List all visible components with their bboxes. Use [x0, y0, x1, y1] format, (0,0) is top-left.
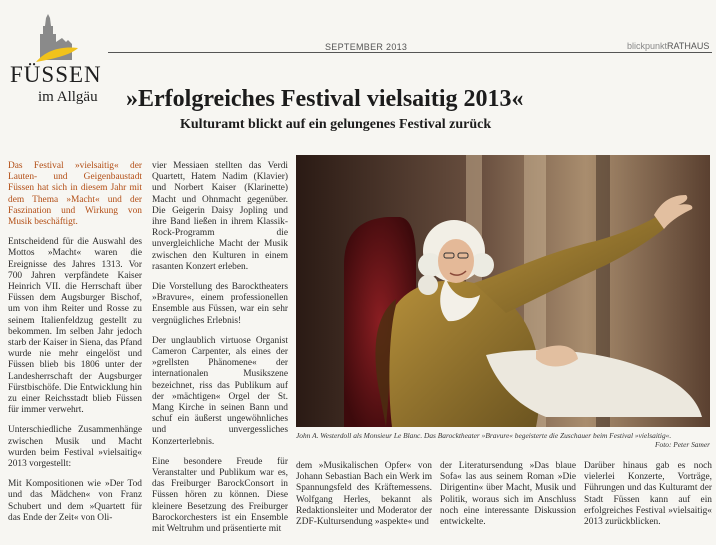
section-label: [627, 41, 709, 51]
article-paragraph: Eine besondere Freude für Veranstalter und Publikum war es, das Freiburger BarockConsort in Füssen hören zu können. Diese kleinere Besetzung des Freiburger Barockorchesters ist ein Ensemble mit Weltruhm und präsentierte mit: [152, 456, 288, 535]
section-label-light: blickpunkt: [627, 41, 668, 51]
article-paragraph: Der unglaublich virtuose Organist Cameron Carpenter, als eines der »grellsten Phänomene« der internationalen Musikszene bezeichnet, riss das Publikum auf der »mächtigen« Orgel der St. Mang Kirche in seinen Bann und schuf ein äußerst ungewöhnliches und unvergessliches Konzerterlebnis.: [152, 335, 288, 447]
photo-caption: [296, 431, 710, 449]
article-paragraph: Darüber hinaus gab es noch vielerlei Konzerte, Vorträge, Führungen und das Kulturamt der Stadt Füssen kann auf ein erfolgreiches Festival »vielsaitig« 2013 zurückblicken.: [584, 461, 712, 528]
masthead-town: FÜSSEN: [10, 62, 102, 87]
article-paragraph: Mit Kompositionen wie »Der Tod und das Mädchen« von Franz Schubert und dem »Quartett für das Ende der Zeit« von Oli-: [8, 479, 142, 523]
masthead-region: im Allgäu: [38, 89, 98, 105]
article-paragraph: Die Vorstellung des Barocktheaters »Bravure«, einem professionellen Ensemble aus Füssen, war ein sehr vergnügliches Erlebnis!: [152, 282, 288, 326]
article-paragraph: der Literatursendung »Das blaue Sofa« las aus seinem Roman »Die Dirigentin« über Macht, Musik und Politik, woraus sich im Anschluss noch eine interessante Diskussion entwickelte.: [440, 461, 576, 528]
article-paragraph: Entscheidend für die Auswahl des Mottos »Macht« waren die Ereignisse des Jahres 1313. Vor 700 Jahren verpfändete Kaiser Heinrich VII. die Herrschaft über Füssen dem Augsburger Bischof, um von ihm Reiter und Rosse zu seinem Italienfeldzug gestellt zu bekommen. Im selben Jahr jedoch starb der Kaiser in Siena, das Pfand wurde nie mehr eingelöst und Füssen blieb bis 1806 unter der Landesherrschaft der Augsburger Fürstbischöfe. Die Entwicklung hin zu einer Reichsstadt blieb Füssen für immer verwehrt.: [8, 237, 142, 416]
issue-date: SEPTEMBER 2013: [325, 42, 408, 52]
header-rule: [108, 52, 712, 53]
article-column-4: [440, 461, 576, 537]
article-subhead: Kulturamt blickt auf ein gelungenes Festival zurück: [180, 117, 492, 132]
article-column-5: [584, 461, 712, 537]
article-column-1: [8, 161, 142, 533]
article-paragraph: dem »Musikalischen Opfer« von Johann Sebastian Bach ein Werk im Spannungsfeld des Kräftemessens. Wolfgang Herles, bekannt als Redaktionsleiter und Moderator der ZDF-Kultursendung »aspekte« und: [296, 461, 432, 528]
article-column-2: [152, 161, 288, 544]
photo-credit: Foto: Peter Samer: [654, 440, 710, 449]
article-column-3: [296, 461, 432, 537]
article-paragraph: Unterschiedliche Zusammenhänge zwischen Musik und Macht wurden beim Festival »vielsaitig« 2013 vorgestellt:: [8, 425, 142, 470]
article-paragraph: vier Messiaen stellten das Verdi Quartett, Hatem Nadim (Klavier) und Norbert Kaiser (Klarinette) Macht und Ohnmacht gegenüber. Die Geigerin Daisy Jopling und ihre Band ließen in ihrem Klassik-Rock-Programm die unvergleichliche Macht der Musik zwischen den Kulturen in einem rasanten Konzert erleben.: [152, 161, 288, 272]
article-intro: Das Festival »vielsaitig« der Lauten- und Geigenbaustadt Füssen hat sich in diesem Jahr mit dem Thema »Macht« und der Faszination und Wirkung von Musik beschäftigt.: [8, 161, 142, 228]
section-label-bold: RATHAUS: [667, 41, 710, 51]
article-headline: »Erfolgreiches Festival vielsaitig 2013«: [126, 86, 524, 112]
photo-caption-text: John A. Westerdoll als Monsieur Le Blanc. Das Barocktheater »Bravure« begeisterte die Zuschauer beim Festival »vielsaitig«.: [296, 431, 672, 440]
article-photo: [296, 155, 710, 427]
